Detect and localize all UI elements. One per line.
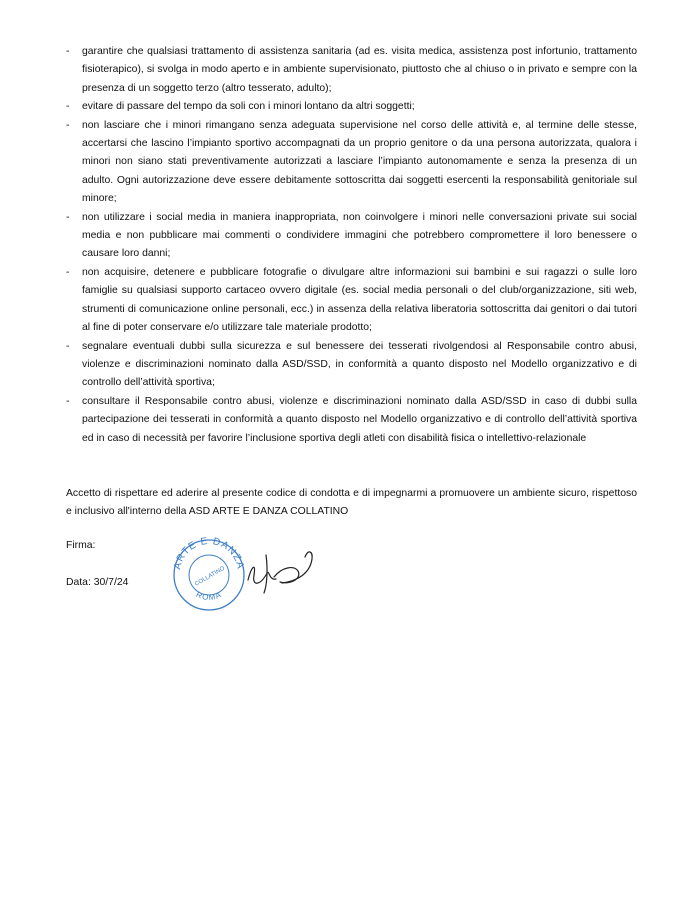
svg-text:ARTE E DANZA [172,536,246,571]
stamp-ring-top: ARTE E DANZA [172,535,246,571]
stamp-center: COLLATINO [193,565,227,588]
list-item: - evitare di passare del tempo da soli con i minori lontano da altri soggetti; [66,98,637,116]
list-item: - garantire che qualsiasi trattamento di assistenza sanitaria (ad es. visita medica, assistenza post infortunio, trattamento fisioterapico), si svolga in modo aperto e in ambiente supervisionato, piuttosto che al chiuso o in privato e sempre con la presenza di un soggetto terzo (altro tesserato, adulto); [66,43,637,98]
list-item: - consultare il Responsabile contro abusi, violenze e discriminazioni nominato dalla ASD/SSD in caso di dubbi sulla partecipazione dei tesserati in conformità a quanto disposto nel Modello organizzativo e di controllo dell’attività sportiva ed in caso di necessità per favorire l’inclusione sportiva degli atleti con disabilità fisica o intellettivo-relazionale [66,393,637,448]
stamp-ring-bottom: ROMA [194,589,224,603]
firma-label: Firma: [66,540,96,551]
list-item: - segnalare eventuali dubbi sulla sicurezza e sul benessere dei tesserati rivolgendosi al Responsabile contro abusi, violenze e discriminazioni nominato dalla ASD/SSD, in conformità a quanto disposto nel Modello organizzativo e di controllo dell’attività sportiva; [66,338,637,393]
list-item: - non lasciare che i minori rimangano senza adeguata supervisione nel corso delle attività e, al termine delle stesse, accertarsi che lascino l’impianto sportivo accompagnati da un proprio genitore o da una persona autorizzata, qualora i minori non siano stati preventivamente autorizzati a lasciare l’impianto autonomamente e senza la presenza di un adulto. Ogni autorizzazione deve essere debitamente sottoscritta dai soggetti esercenti la responsabilità genitoriale sul minore; [66,117,637,209]
list-item: - non acquisire, detenere e pubblicare fotografie o divulgare altre informazioni sui bambini e sui ragazzi o sulle loro famiglie su qualsiasi supporto cartaceo ovvero digitale (es. social media personali o del club/organizzazione, siti web, strumenti di comunicazione online personali, ecc.) in assenza della relativa liberatoria sottoscritta dai genitori o dai tutori al fine di poter conservare e/o utilizzare tale materiale prodotto; [66,264,637,338]
date-label: Data: 30/7/24 [66,577,129,588]
bullet-list [66,43,637,448]
stamp-and-signature [170,535,320,615]
list-item: - non utilizzare i social media in maniera inappropriata, non coinvolgere i minori nelle conversazioni private sui social media e non pubblicare mai commenti o condividere immagini che potrebbero compromettere il loro benessere o causare loro danni; [66,209,637,264]
stamp-seal [172,536,246,610]
handwritten-signature [248,552,312,593]
closing-statement: Accetto di rispettare ed aderire al presente codice di condotta e di impegnarmi a promuovere un ambiente sicuro, rispettoso e inclusivo all'interno della ASD ARTE E DANZA COLLATINO [66,488,637,518]
svg-text:ROMA [195,590,224,602]
